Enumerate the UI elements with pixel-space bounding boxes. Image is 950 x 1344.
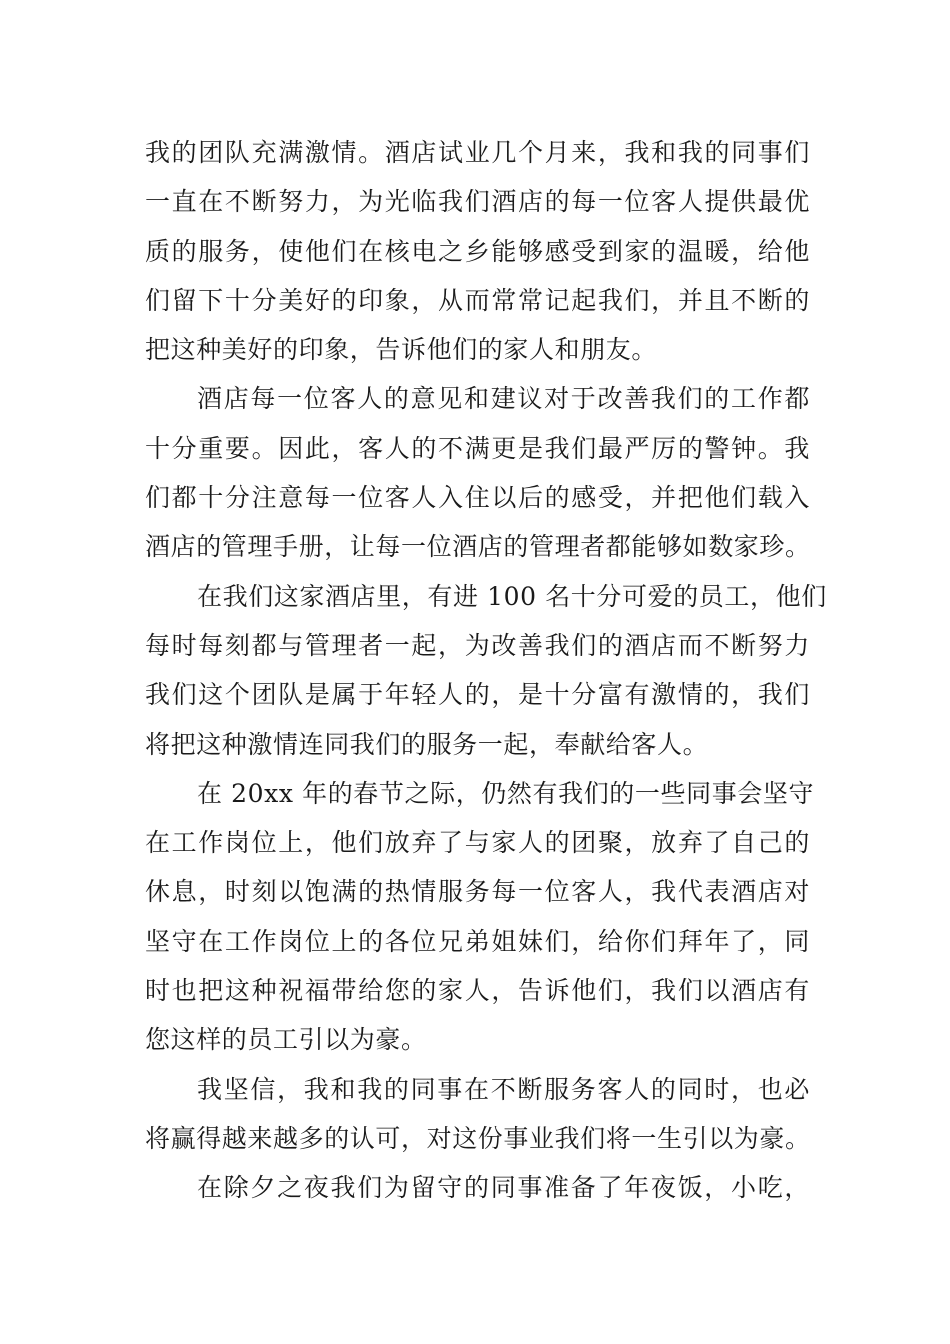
- text-line: 十分重要。因此，客人的不满更是我们最严厉的警钟。我: [145, 433, 810, 463]
- text-line: 我们这个团队是属于年轻人的，是十分富有激情的，我们: [145, 680, 810, 710]
- text-line: 我坚信，我和我的同事在不断服务客人的同时，也必: [197, 1074, 810, 1104]
- text-line: 一直在不断努力，为光临我们酒店的每一位客人提供最优: [145, 187, 810, 217]
- text-line: 酒店每一位客人的意见和建议对于改善我们的工作都: [197, 384, 810, 414]
- text-line: 们留下十分美好的印象，从而常常记起我们，并且不断的: [145, 285, 810, 315]
- text-line: 在我们这家酒店里，有进 100 名十分可爱的员工，他们: [197, 581, 827, 611]
- text-line: 将赢得越来越多的认可，对这份事业我们将一生引以为豪。: [145, 1123, 811, 1153]
- paragraph-4: [145, 769, 815, 1065]
- text-line: 我的团队充满激情。酒店试业几个月来，我和我的同事们: [145, 138, 810, 167]
- document-body: [145, 128, 827, 1213]
- text-line: 休息，时刻以饱满的热情服务每一位客人，我代表酒店对: [145, 877, 810, 907]
- text-line: 把这种美好的印象，告诉他们的家人和朋友。: [145, 335, 658, 365]
- paragraph-3: [145, 572, 827, 769]
- text-line: 每时每刻都与管理者一起，为改善我们的酒店而不断努力: [145, 630, 810, 660]
- text-line: 您这样的员工引以为豪。: [145, 1025, 427, 1055]
- text-line: 将把这种激情连同我们的服务一起，奉献给客人。: [145, 729, 709, 759]
- paragraph-2: [145, 374, 810, 571]
- paragraph-6: [145, 1163, 810, 1212]
- text-line: 质的服务，使他们在核电之乡能够感受到家的温暖，给他: [145, 236, 810, 266]
- paragraph-5: [145, 1065, 810, 1164]
- text-line: 时也把这种祝福带给您的家人，告诉他们，我们以酒店有: [145, 976, 810, 1006]
- text-line: 在工作岗位上，他们放弃了与家人的团聚，放弃了自己的: [145, 828, 810, 858]
- paragraph-1: [145, 128, 810, 374]
- text-line: 坚守在工作岗位上的各位兄弟姐妹们，给你们拜年了，同: [145, 926, 810, 956]
- text-line: 酒店的管理手册，让每一位酒店的管理者都能够如数家珍。: [145, 532, 811, 562]
- text-line: 在 20xx 年的春节之际，仍然有我们的一些同事会坚守: [197, 778, 815, 808]
- text-line: 在除夕之夜我们为留守的同事准备了年夜饭，小吃，: [197, 1173, 810, 1203]
- text-line: 们都十分注意每一位客人入住以后的感受，并把他们载入: [145, 483, 810, 513]
